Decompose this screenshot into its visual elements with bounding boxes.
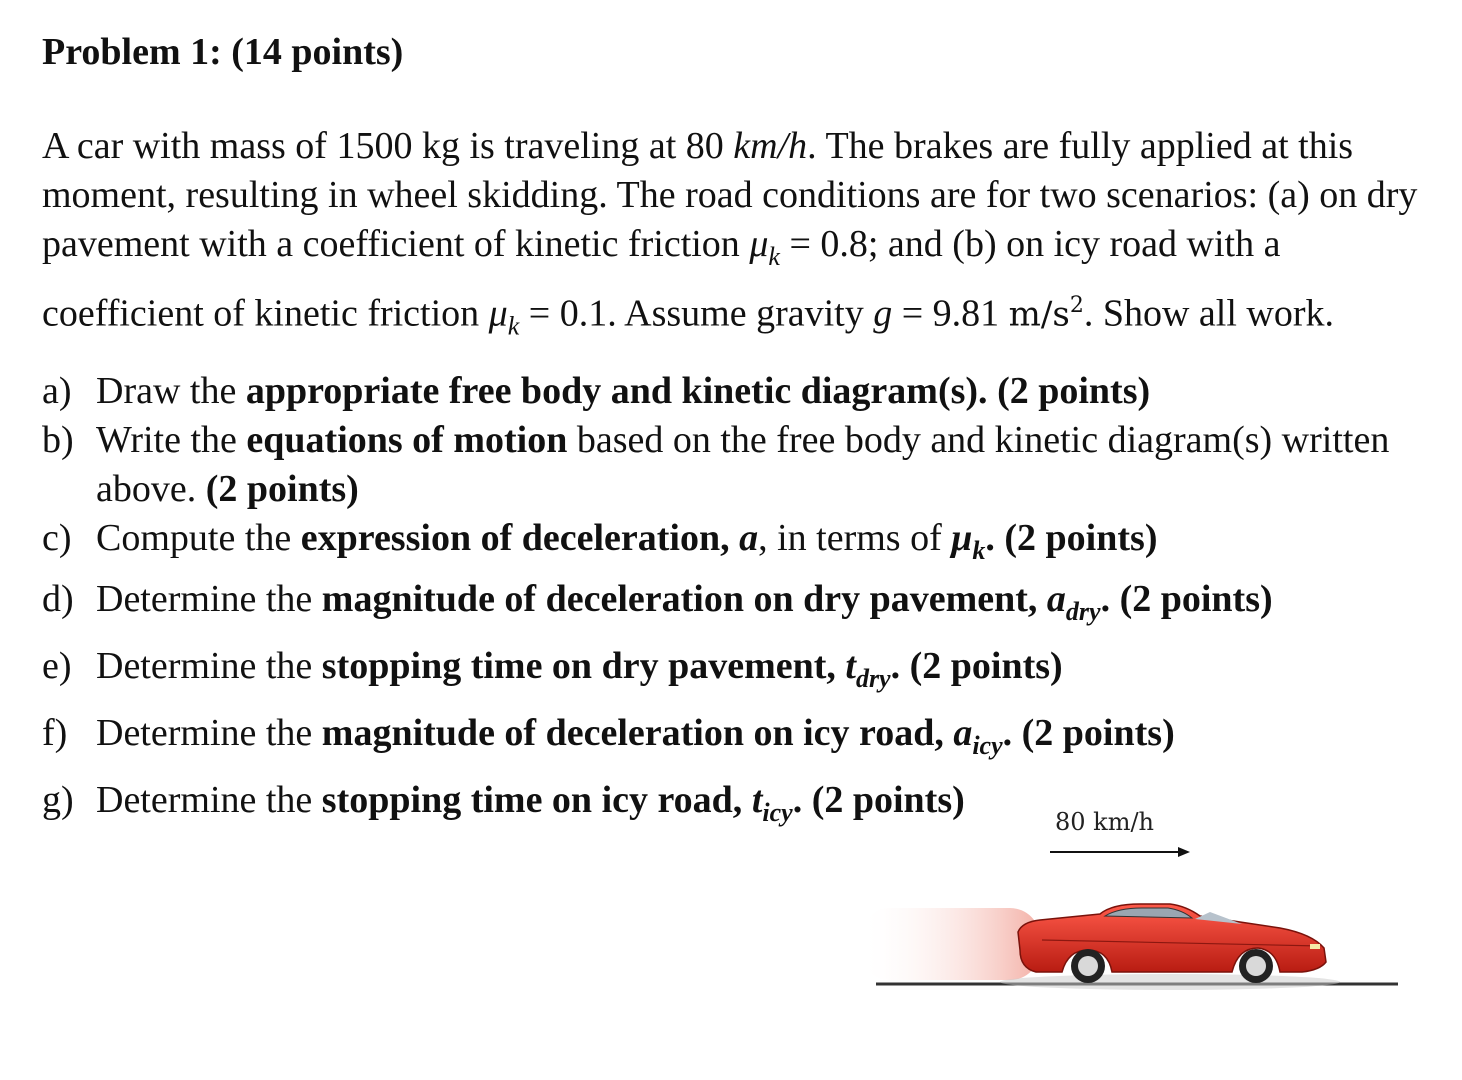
list-item: d) Determine the magnitude of deceleration on dry pavement, $a_{dry}$. (2 points) [42, 578, 1273, 626]
list-item: e) Determine the stopping time on dry pavement, $t_{dry}$. (2 points) [42, 645, 1063, 693]
list-item: a) Draw the appropriate free body and kinetic diagram(s). (2 points) [42, 370, 1151, 412]
problem-title: Problem 1: (14 points) [42, 31, 404, 73]
list-item: f) Determine the magnitude of deceleration on icy road, $a_{icy}$. (2 points) [42, 712, 1175, 760]
list-item: c) Compute the expression of deceleration, a, in terms of $\mu_k$. (2 points) [42, 517, 1158, 565]
speed-label: 80 km/h [1055, 808, 1155, 836]
list-item: g) Determine the stopping time on icy road, $t_{icy}$. (2 points) [42, 779, 965, 827]
problem-statement: A car with mass of 1500 kg is traveling at 80 km/h. The brakes are fully applied at this moment, resulting in wheel skidding. The road conditions are for two scenarios: (a) on dry pavement with a coefficient of kinetic friction $\mu_k = 0.8$; and (b) on icy road with a coefficient of kinetic friction $\mu_k = 0.1$. Assume gravity g = 9.81 $m/s^2$. Show all work. [42, 125, 1418, 341]
question-list [42, 367, 1442, 837]
car-illustration [850, 800, 1440, 1020]
car-figure [850, 800, 1440, 1020]
right-arrow-icon [1050, 847, 1190, 857]
list-item: b) Write the equations of motion based on the free body and kinetic diagram(s) written above. (2 points) [42, 419, 1390, 510]
sports-car-icon [1000, 904, 1340, 990]
motion-blur [860, 908, 1040, 980]
